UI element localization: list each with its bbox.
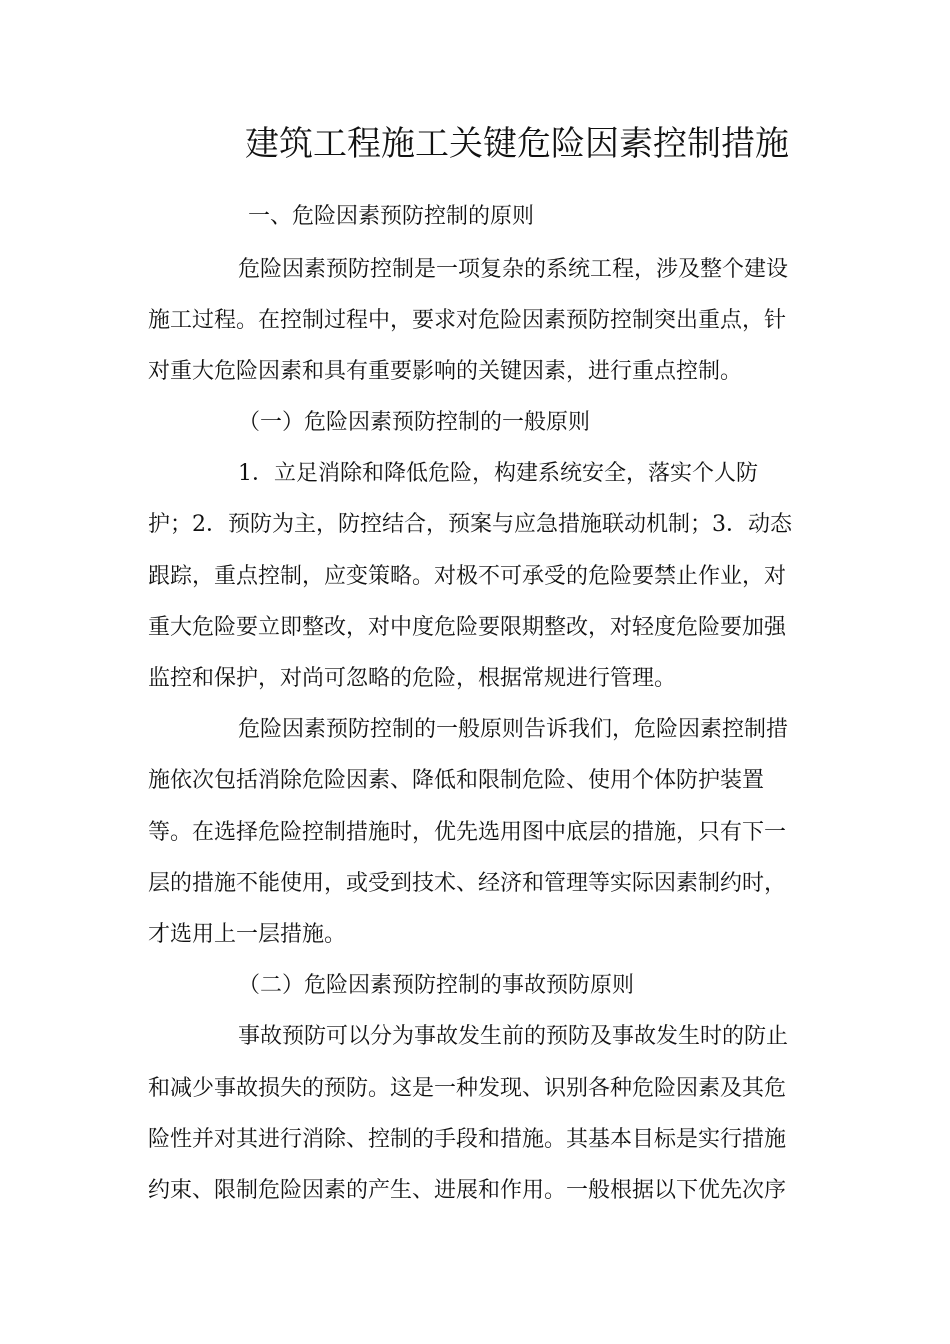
paragraph-line: 层的措施不能使用，或受到技术、经济和管理等实际因素制约时， [148,871,787,896]
paragraph-line: 护；2．预防为主，防控结合，预案与应急措施联动机制；3．动态 [148,512,792,537]
paragraph-line: 1．立足消除和降低危险，构建系统安全，落实个人防 [238,461,758,486]
paragraph-line: 和减少事故损失的预防。这是一种发现、识别各种危险因素及其危 [148,1076,787,1101]
document-title: 建筑工程施工关键危险因素控制措施 [245,124,789,164]
paragraph-line: 施依次包括消除危险因素、降低和限制危险、使用个体防护装置 [148,768,765,793]
paragraph-line: 危险因素预防控制的一般原则告诉我们，危险因素控制措 [238,717,789,742]
paragraph-line: 重大危险要立即整改，对中度危险要限期整改，对轻度危险要加强 [148,615,787,640]
paragraph-line: 等。在选择危险控制措施时，优先选用图中底层的措施，只有下一 [148,820,787,845]
paragraph-line: 对重大危险因素和具有重要影响的关键因素，进行重点控制。 [148,359,743,384]
paragraph-line: 险性并对其进行消除、控制的手段和措施。其基本目标是实行措施 [148,1127,787,1152]
paragraph-line: 约束、限制危险因素的产生、进展和作用。一般根据以下优先次序 [148,1178,787,1203]
paragraph-line: 事故预防可以分为事故发生前的预防及事故发生时的防止 [238,1024,789,1049]
paragraph-line: 监控和保护，对尚可忽略的危险，根据常规进行管理。 [148,666,677,691]
paragraph-line: 跟踪，重点控制，应变策略。对极不可承受的危险要禁止作业，对 [148,564,787,589]
paragraph-line: 危险因素预防控制是一项复杂的系统工程，涉及整个建设 [238,257,789,282]
section-heading-1: 一、危险因素预防控制的原则 [248,204,535,229]
subsection-heading-2: （二）危险因素预防控制的事故预防原则 [238,973,635,998]
paragraph-line: 才选用上一层措施。 [148,922,347,947]
subsection-heading-1: （一）危险因素预防控制的一般原则 [238,410,591,435]
paragraph-line: 施工过程。在控制过程中，要求对危险因素预防控制突出重点，针 [148,308,787,333]
